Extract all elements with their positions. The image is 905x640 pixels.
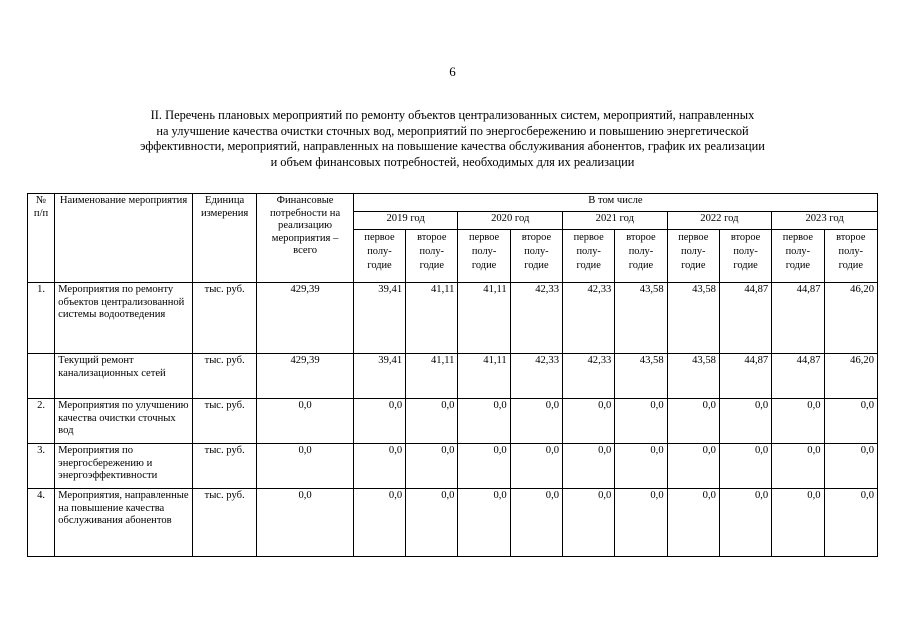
value-cell: 0,0 — [719, 399, 771, 444]
measures-table — [27, 193, 878, 557]
value-cell: 42,33 — [510, 283, 562, 354]
half-second-header: второе полу-годие — [719, 230, 771, 283]
value-cell: 46,20 — [824, 283, 877, 354]
value-cell: 0,0 — [353, 444, 405, 489]
value-cell: 0,0 — [667, 489, 719, 557]
unit-cell: тыс. руб. — [192, 399, 256, 444]
value-cell: 39,41 — [353, 283, 405, 354]
value-cell: 0,0 — [353, 399, 405, 444]
heading-line: на улучшение качества очистки сточных вод, мероприятий по энергосбережению и повышению энергетической — [156, 123, 749, 138]
half-second-header: второе полу-годие — [824, 230, 877, 283]
value-cell: 0,0 — [824, 489, 877, 557]
value-cell: 39,41 — [353, 354, 405, 399]
value-cell: 41,11 — [458, 283, 510, 354]
measure-name: Мероприятия по энергосбережению и энергоэффективности — [55, 444, 193, 489]
measure-name: Текущий ремонт канализационных сетей — [55, 354, 193, 399]
col-no-header: № п/п — [28, 194, 55, 283]
value-cell: 41,11 — [406, 354, 458, 399]
heading-line: эффективности, мероприятий, направленных на повышение качества обслуживания абонентов, график их реализации — [140, 139, 765, 153]
table-row — [28, 283, 878, 354]
row-number — [28, 354, 55, 399]
value-cell: 0,0 — [458, 444, 510, 489]
value-cell: 0,0 — [510, 489, 562, 557]
unit-cell: тыс. руб. — [192, 489, 256, 557]
value-cell: 0,0 — [772, 489, 824, 557]
half-second-header: второе полу-годие — [406, 230, 458, 283]
value-cell: 44,87 — [772, 354, 824, 399]
half-second-header: второе полу-годие — [615, 230, 667, 283]
half-first-header: первое полу-годие — [563, 230, 615, 283]
value-cell: 0,0 — [667, 399, 719, 444]
row-number: 3. — [28, 444, 55, 489]
value-cell: 0,0 — [824, 444, 877, 489]
value-cell: 43,58 — [667, 283, 719, 354]
heading-line: и объем финансовых потребностей, необходимых для их реализации — [270, 154, 635, 169]
heading-line: II. Перечень плановых мероприятий по ремонту объектов централизованных систем, мероприятий, направленных — [150, 108, 755, 122]
row-number: 4. — [28, 489, 55, 557]
value-cell: 0,0 — [510, 444, 562, 489]
unit-cell: тыс. руб. — [192, 354, 256, 399]
value-cell: 0,0 — [615, 399, 667, 444]
row-number: 1. — [28, 283, 55, 354]
total-cell: 0,0 — [257, 399, 354, 444]
value-cell: 0,0 — [719, 444, 771, 489]
measure-name: Мероприятия по улучшению качества очистки сточных вод — [55, 399, 193, 444]
row-number: 2. — [28, 399, 55, 444]
value-cell: 43,58 — [615, 283, 667, 354]
value-cell: 42,33 — [563, 354, 615, 399]
value-cell: 0,0 — [667, 444, 719, 489]
value-cell: 0,0 — [458, 489, 510, 557]
table-row — [28, 354, 878, 399]
unit-cell: тыс. руб. — [192, 444, 256, 489]
value-cell: 44,87 — [719, 283, 771, 354]
value-cell: 46,20 — [824, 354, 877, 399]
value-cell: 0,0 — [772, 444, 824, 489]
value-cell: 43,58 — [667, 354, 719, 399]
half-first-header: первое полу-годие — [458, 230, 510, 283]
year-header: 2022 год — [667, 212, 772, 230]
value-cell: 0,0 — [406, 444, 458, 489]
value-cell: 41,11 — [458, 354, 510, 399]
unit-cell: тыс. руб. — [192, 283, 256, 354]
value-cell: 0,0 — [563, 399, 615, 444]
value-cell: 42,33 — [510, 354, 562, 399]
measure-name: Мероприятия, направленные на повышение качества обслуживания абонентов — [55, 489, 193, 557]
value-cell: 0,0 — [563, 489, 615, 557]
total-cell: 0,0 — [257, 444, 354, 489]
year-header: 2023 год — [772, 212, 878, 230]
header-row — [28, 194, 878, 212]
value-cell: 0,0 — [615, 489, 667, 557]
value-cell: 0,0 — [772, 399, 824, 444]
section-heading — [40, 108, 865, 170]
col-unit-header: Единица измерения — [192, 194, 256, 283]
total-cell: 429,39 — [257, 283, 354, 354]
value-cell: 0,0 — [406, 399, 458, 444]
col-finance-header: Финансовые потребности на реализацию мероприятия – всего — [257, 194, 354, 283]
total-cell: 0,0 — [257, 489, 354, 557]
measure-name: Мероприятия по ремонту объектов централизованной системы водоотведения — [55, 283, 193, 354]
value-cell: 41,11 — [406, 283, 458, 354]
value-cell: 0,0 — [353, 489, 405, 557]
value-cell: 43,58 — [615, 354, 667, 399]
table-row — [28, 444, 878, 489]
total-cell: 429,39 — [257, 354, 354, 399]
value-cell: 0,0 — [615, 444, 667, 489]
table-row — [28, 399, 878, 444]
half-first-header: первое полу-годие — [772, 230, 824, 283]
value-cell: 44,87 — [719, 354, 771, 399]
year-header: 2019 год — [353, 212, 458, 230]
col-including-header: В том числе — [353, 194, 877, 212]
value-cell: 0,0 — [406, 489, 458, 557]
value-cell: 44,87 — [772, 283, 824, 354]
half-first-header: первое полу-годие — [667, 230, 719, 283]
table-row — [28, 489, 878, 557]
half-first-header: первое полу-годие — [353, 230, 405, 283]
page-number: 6 — [449, 64, 456, 79]
value-cell: 0,0 — [719, 489, 771, 557]
value-cell: 42,33 — [563, 283, 615, 354]
year-header: 2020 год — [458, 212, 563, 230]
value-cell: 0,0 — [458, 399, 510, 444]
year-header: 2021 год — [563, 212, 668, 230]
col-name-header: Наименование мероприятия — [55, 194, 193, 283]
half-second-header: второе полу-годие — [510, 230, 562, 283]
value-cell: 0,0 — [510, 399, 562, 444]
value-cell: 0,0 — [563, 444, 615, 489]
value-cell: 0,0 — [824, 399, 877, 444]
